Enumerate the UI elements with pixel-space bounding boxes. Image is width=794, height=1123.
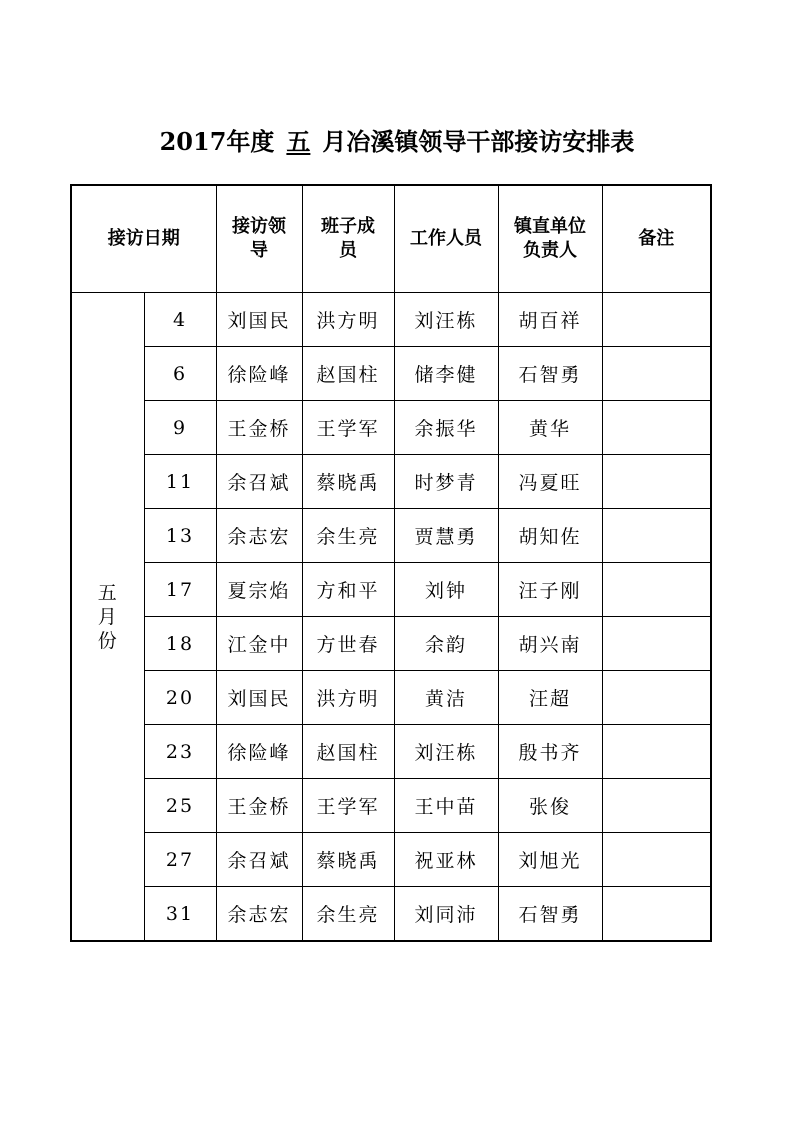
table-row — [71, 887, 711, 942]
page-title — [0, 124, 794, 160]
cell-team-member: 方世春 — [302, 617, 394, 671]
cell-leader: 王金桥 — [216, 779, 302, 833]
cell-staff: 储李健 — [394, 347, 498, 401]
cell-team-member: 赵国柱 — [302, 347, 394, 401]
header-unit-head: 镇直单位负责人 — [498, 185, 602, 293]
cell-leader: 刘国民 — [216, 671, 302, 725]
cell-remark — [602, 887, 711, 942]
table-row — [71, 617, 711, 671]
cell-remark — [602, 617, 711, 671]
cell-leader: 余召斌 — [216, 455, 302, 509]
cell-day: 25 — [144, 779, 216, 833]
cell-staff: 余韵 — [394, 617, 498, 671]
cell-remark — [602, 833, 711, 887]
table-row — [71, 779, 711, 833]
cell-leader: 江金中 — [216, 617, 302, 671]
cell-remark — [602, 455, 711, 509]
cell-day: 23 — [144, 725, 216, 779]
cell-remark — [602, 779, 711, 833]
cell-staff: 刘同沛 — [394, 887, 498, 942]
table-row — [71, 455, 711, 509]
reception-schedule-table — [70, 184, 712, 942]
cell-unit-head: 石智勇 — [498, 887, 602, 942]
cell-remark — [602, 509, 711, 563]
cell-staff: 刘汪栋 — [394, 293, 498, 347]
table-row — [71, 833, 711, 887]
title-suffix: 月冶溪镇领导干部接访安排表 — [322, 127, 635, 156]
table-row — [71, 671, 711, 725]
cell-unit-head: 殷书齐 — [498, 725, 602, 779]
cell-unit-head: 汪超 — [498, 671, 602, 725]
cell-day: 11 — [144, 455, 216, 509]
header-date: 接访日期 — [71, 185, 216, 293]
cell-leader: 余志宏 — [216, 509, 302, 563]
header-row — [71, 185, 711, 293]
cell-team-member: 蔡晓禹 — [302, 833, 394, 887]
cell-day: 9 — [144, 401, 216, 455]
table-row — [71, 509, 711, 563]
cell-staff: 时梦青 — [394, 455, 498, 509]
cell-remark — [602, 671, 711, 725]
header-team-member: 班子成员 — [302, 185, 394, 293]
cell-remark — [602, 725, 711, 779]
cell-leader: 刘国民 — [216, 293, 302, 347]
cell-remark — [602, 563, 711, 617]
cell-leader: 徐险峰 — [216, 347, 302, 401]
cell-unit-head: 胡百祥 — [498, 293, 602, 347]
cell-leader: 余志宏 — [216, 887, 302, 942]
table-row — [71, 563, 711, 617]
cell-unit-head: 黄华 — [498, 401, 602, 455]
cell-day: 31 — [144, 887, 216, 942]
table-row — [71, 725, 711, 779]
cell-staff: 余振华 — [394, 401, 498, 455]
cell-day: 6 — [144, 347, 216, 401]
table-row — [71, 293, 711, 347]
cell-day: 17 — [144, 563, 216, 617]
cell-staff: 贾慧勇 — [394, 509, 498, 563]
cell-unit-head: 汪子刚 — [498, 563, 602, 617]
cell-team-member: 余生亮 — [302, 509, 394, 563]
cell-team-member: 蔡晓禹 — [302, 455, 394, 509]
title-month: 五 — [286, 127, 311, 156]
cell-staff: 祝亚林 — [394, 833, 498, 887]
cell-leader: 夏宗焰 — [216, 563, 302, 617]
cell-team-member: 洪方明 — [302, 293, 394, 347]
cell-unit-head: 胡知佐 — [498, 509, 602, 563]
cell-leader: 王金桥 — [216, 401, 302, 455]
cell-team-member: 余生亮 — [302, 887, 394, 942]
cell-team-member: 王学军 — [302, 779, 394, 833]
table-row — [71, 347, 711, 401]
cell-staff: 刘钟 — [394, 563, 498, 617]
cell-day: 18 — [144, 617, 216, 671]
cell-day: 4 — [144, 293, 216, 347]
cell-day: 27 — [144, 833, 216, 887]
cell-team-member: 赵国柱 — [302, 725, 394, 779]
table-row — [71, 401, 711, 455]
cell-unit-head: 刘旭光 — [498, 833, 602, 887]
cell-unit-head: 冯夏旺 — [498, 455, 602, 509]
cell-staff: 王中苗 — [394, 779, 498, 833]
cell-remark — [602, 401, 711, 455]
schedule-body — [71, 293, 711, 942]
cell-leader: 余召斌 — [216, 833, 302, 887]
title-prefix: 2017年度 — [159, 127, 275, 156]
header-leader: 接访领导 — [216, 185, 302, 293]
cell-team-member: 洪方明 — [302, 671, 394, 725]
cell-team-member: 方和平 — [302, 563, 394, 617]
cell-team-member: 王学军 — [302, 401, 394, 455]
cell-unit-head: 张俊 — [498, 779, 602, 833]
header-staff: 工作人员 — [394, 185, 498, 293]
cell-staff: 刘汪栋 — [394, 725, 498, 779]
cell-remark — [602, 347, 711, 401]
header-remarks: 备注 — [602, 185, 711, 293]
cell-remark — [602, 293, 711, 347]
month-cell: 五月份 — [71, 293, 144, 942]
cell-staff: 黄洁 — [394, 671, 498, 725]
cell-leader: 徐险峰 — [216, 725, 302, 779]
cell-unit-head: 石智勇 — [498, 347, 602, 401]
cell-day: 20 — [144, 671, 216, 725]
cell-day: 13 — [144, 509, 216, 563]
cell-unit-head: 胡兴南 — [498, 617, 602, 671]
